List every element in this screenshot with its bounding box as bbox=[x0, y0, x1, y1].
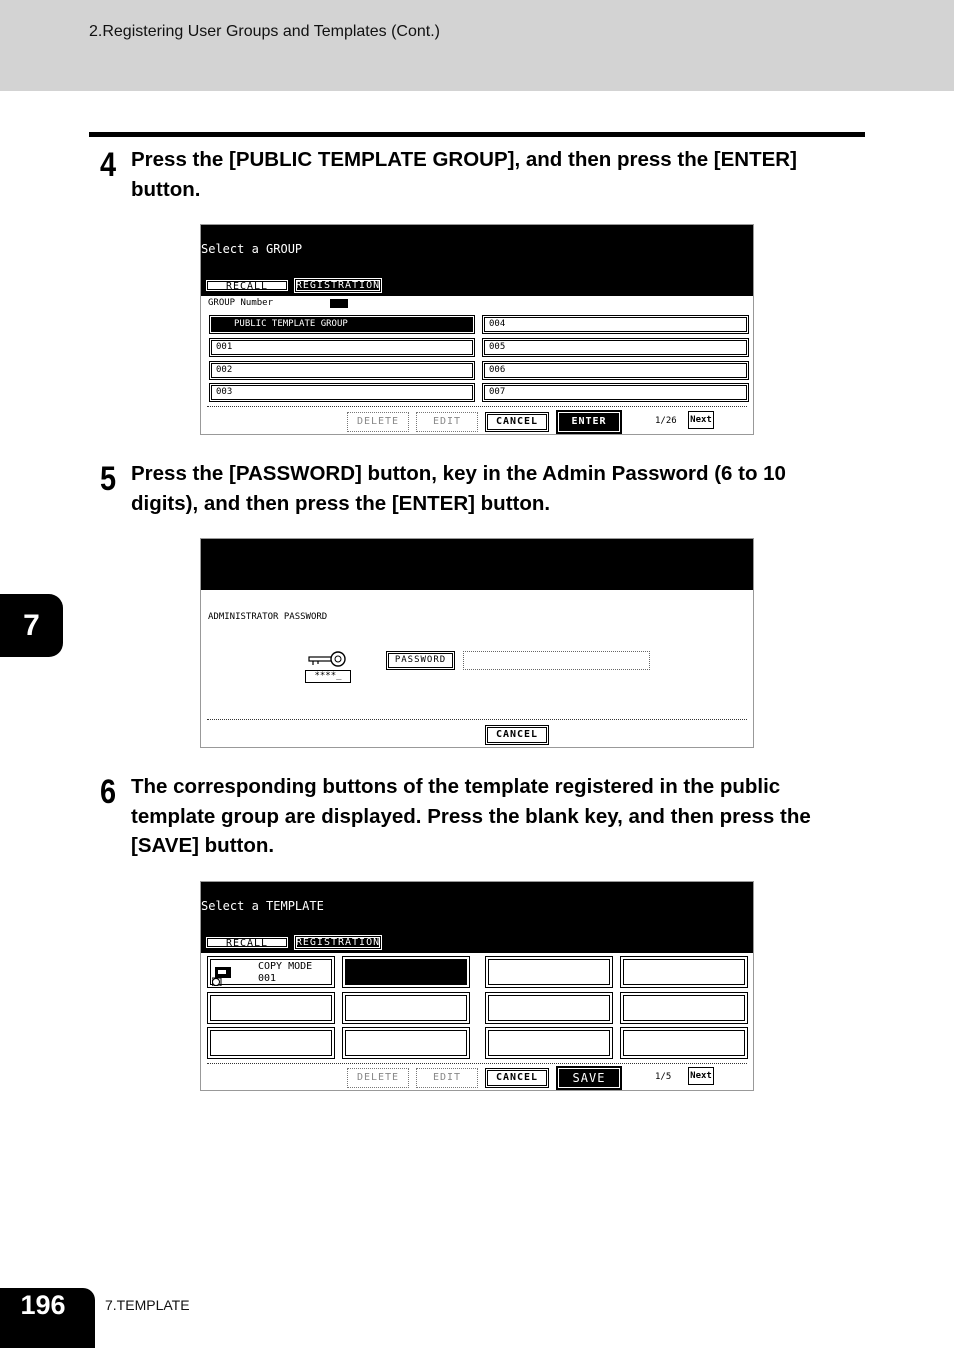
screen-title-bar bbox=[201, 539, 753, 590]
edit-button[interactable]: EDIT bbox=[416, 1068, 478, 1088]
template-key-blank[interactable] bbox=[485, 956, 613, 988]
screen-title: Select a TEMPLATE bbox=[201, 899, 324, 913]
cancel-button[interactable]: CANCEL bbox=[485, 1068, 549, 1088]
step-line: button. bbox=[131, 177, 201, 201]
template-name: COPY MODE bbox=[258, 961, 313, 972]
template-key-blank[interactable] bbox=[620, 1027, 748, 1059]
group-button[interactable]: 005 bbox=[482, 338, 749, 357]
step-line: digits), and then press the [ENTER] button. bbox=[131, 491, 551, 515]
delete-button[interactable]: DELETE bbox=[347, 1068, 409, 1088]
registration-tab[interactable]: REGISTRATION bbox=[295, 280, 381, 291]
step-line: template group are displayed. Press the blank key, and then press the bbox=[131, 804, 811, 828]
template-key-blank[interactable] bbox=[342, 992, 470, 1024]
divider bbox=[207, 406, 747, 407]
recall-tab[interactable]: RECALL bbox=[204, 278, 290, 293]
template-key-blank[interactable] bbox=[485, 1027, 613, 1059]
step-line: Press the [PUBLIC TEMPLATE GROUP], and then press the [ENTER] bbox=[131, 148, 797, 171]
divider bbox=[207, 719, 747, 720]
step-instruction bbox=[131, 459, 866, 518]
admin-password-screen bbox=[200, 538, 754, 748]
save-button[interactable]: SAVE bbox=[556, 1066, 622, 1090]
password-button[interactable]: PASSWORD bbox=[386, 651, 455, 670]
template-key-blank[interactable] bbox=[620, 992, 748, 1024]
page-header-band bbox=[0, 0, 954, 91]
section-rule bbox=[89, 132, 865, 137]
group-button[interactable]: 006 bbox=[482, 361, 749, 380]
next-button[interactable]: Next bbox=[688, 1067, 714, 1085]
masked-password-display: ****_ bbox=[305, 670, 351, 683]
step-instruction bbox=[131, 772, 866, 861]
template-key-blank[interactable] bbox=[342, 1027, 470, 1059]
template-number: 001 bbox=[258, 973, 277, 984]
cancel-button[interactable]: CANCEL bbox=[485, 725, 549, 745]
group-number-field bbox=[330, 299, 348, 308]
template-key-blank[interactable] bbox=[207, 1027, 335, 1059]
step-number: 6 bbox=[100, 773, 117, 811]
next-button[interactable]: Next bbox=[688, 411, 714, 429]
group-number-label: GROUP Number bbox=[208, 298, 274, 308]
chapter-tab: 7 bbox=[0, 594, 63, 657]
copy-mode-icon bbox=[212, 966, 234, 986]
admin-password-label: ADMINISTRATOR PASSWORD bbox=[208, 612, 328, 622]
template-key-blank[interactable] bbox=[620, 956, 748, 988]
public-template-group-button[interactable]: PUBLIC TEMPLATE GROUP bbox=[209, 315, 475, 334]
cancel-button[interactable]: CANCEL bbox=[485, 412, 549, 432]
registration-tab[interactable]: REGISTRATION bbox=[295, 937, 381, 948]
template-key-copy-mode[interactable] bbox=[207, 956, 335, 988]
step-instruction bbox=[131, 145, 866, 204]
edit-button[interactable]: EDIT bbox=[416, 412, 478, 432]
page-indicator: 1/26 bbox=[655, 416, 677, 426]
template-key-selected-blank[interactable] bbox=[342, 956, 470, 988]
group-button[interactable]: 002 bbox=[209, 361, 475, 380]
step-line: [SAVE] button. bbox=[131, 834, 275, 857]
key-icon bbox=[308, 650, 348, 668]
divider bbox=[207, 1063, 747, 1064]
step-number: 4 bbox=[100, 146, 117, 184]
group-button[interactable]: 001 bbox=[209, 338, 475, 357]
delete-button[interactable]: DELETE bbox=[347, 412, 409, 432]
template-select-screen bbox=[200, 881, 754, 1091]
template-key-blank[interactable] bbox=[207, 992, 335, 1024]
template-key-blank[interactable] bbox=[485, 992, 613, 1024]
page-number: 196 bbox=[20, 1290, 66, 1320]
group-button[interactable]: 003 bbox=[209, 383, 475, 402]
screen-title: Select a GROUP bbox=[201, 242, 303, 256]
group-button[interactable]: 007 bbox=[482, 383, 749, 402]
group-button[interactable]: 004 bbox=[482, 315, 749, 334]
footer-section: 7.TEMPLATE bbox=[105, 1297, 190, 1313]
enter-button[interactable]: ENTER bbox=[556, 410, 622, 434]
recall-tab[interactable]: RECALL bbox=[204, 935, 290, 950]
step-number: 5 bbox=[100, 460, 117, 498]
step-line: The corresponding buttons of the template registered in the public bbox=[131, 775, 781, 798]
step-line: Press the [PASSWORD] button, key in the Admin Password (6 to 10 bbox=[131, 462, 786, 485]
page-indicator: 1/5 bbox=[655, 1072, 672, 1082]
password-input[interactable] bbox=[463, 651, 650, 670]
page-header-text: 2.Registering User Groups and Templates (Cont.) bbox=[89, 23, 440, 40]
group-select-screen bbox=[200, 224, 754, 435]
